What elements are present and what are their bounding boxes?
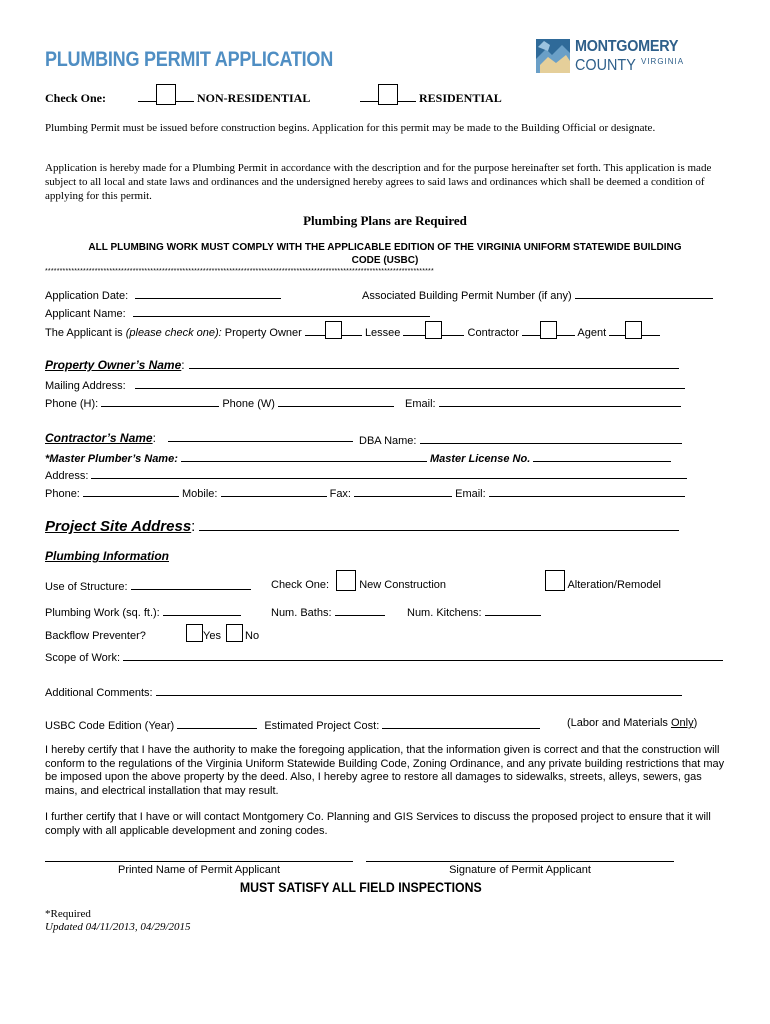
agent-label: Agent	[577, 327, 607, 339]
agent-checkbox[interactable]	[625, 321, 642, 339]
county-map-icon	[536, 39, 570, 73]
num-baths-field[interactable]	[335, 604, 385, 616]
logo-text-county: COUNTY	[575, 57, 636, 74]
backflow-no-checkbox[interactable]	[226, 624, 243, 642]
applicant-is-label: The Applicant is	[45, 327, 123, 339]
plans-required-heading: Plumbing Plans are Required	[303, 213, 467, 228]
lessee-label: Lessee	[364, 327, 401, 339]
contractor-phone-label: Phone:	[45, 488, 80, 500]
owner-email-field[interactable]	[439, 395, 681, 407]
usbc-edition-label: USBC Code Edition (Year)	[45, 720, 175, 732]
logo-text-virginia: VIRGINIA	[641, 57, 685, 66]
contractor-address-label: Address:	[45, 470, 89, 482]
num-kitchens-label: Num. Kitchens:	[407, 607, 482, 619]
plumbing-sqft-field[interactable]	[163, 604, 241, 616]
owner-phone-home-label: Phone (H):	[45, 398, 99, 410]
property-owner-checkbox[interactable]	[325, 321, 342, 339]
owner-phone-work-field[interactable]	[278, 395, 394, 407]
comply-line-1: ALL PLUMBING WORK MUST COMPLY WITH THE APPLICABLE EDITION OF THE VIRGINIA UNIFORM STATEWIDE BUILDING	[88, 242, 682, 253]
backflow-no-label: No	[245, 630, 260, 642]
master-license-field[interactable]	[533, 450, 671, 462]
plumbing-sqft-label: Plumbing Work (sq. ft.):	[45, 607, 160, 619]
contractor-heading: Contractor’s Name	[45, 431, 153, 445]
project-site-address-field[interactable]	[199, 517, 679, 531]
backflow-yes-label: Yes	[203, 630, 221, 642]
application-date-label: Application Date:	[45, 290, 129, 302]
master-license-label: Master License No.	[430, 453, 531, 465]
signature-line[interactable]	[366, 861, 674, 862]
required-note: *Required	[45, 908, 91, 920]
application-date-field[interactable]	[135, 287, 281, 299]
contractor-mobile-field[interactable]	[221, 485, 327, 497]
work-type-label: Check One:	[271, 579, 330, 591]
alteration-checkbox[interactable]	[545, 570, 565, 591]
master-plumber-field[interactable]	[181, 450, 427, 462]
property-owner-name-field[interactable]	[189, 357, 679, 369]
cost-note: (Labor and Materials Only)	[567, 717, 698, 729]
scope-of-work-field[interactable]	[123, 649, 723, 661]
estimated-cost-field[interactable]	[382, 717, 540, 729]
scope-of-work-label: Scope of Work:	[45, 652, 120, 664]
dba-name-field[interactable]	[420, 432, 682, 444]
owner-phone-work-label: Phone (W)	[222, 398, 275, 410]
applicant-type-row	[45, 321, 660, 339]
applicant-name-label: Applicant Name:	[45, 308, 126, 320]
lessee-checkbox[interactable]	[425, 321, 442, 339]
comply-line-2: CODE (USBC)	[351, 255, 419, 266]
intro-paragraph-2: Application is hereby made for a Plumbing Permit in accordance with the description and for the purpose hereinafter set forth. This application is made subject to all local and state laws and ordinances and the undersigned hereby agrees to said laws and ordinances which shall be deemed a condition of applying for this permit.	[45, 162, 712, 202]
applicant-name-field[interactable]	[133, 305, 430, 317]
property-owner-heading: Property Owner’s Name	[45, 358, 182, 372]
property-owner-label: Property Owner	[224, 327, 302, 339]
form-title: PLUMBING PERMIT APPLICATION	[45, 48, 334, 71]
non-residential-option	[138, 84, 310, 106]
alteration-label: Alteration/Remodel	[567, 579, 662, 591]
residential-checkbox[interactable]	[378, 84, 398, 105]
additional-comments-label: Additional Comments:	[45, 687, 153, 699]
estimated-cost-label: Estimated Project Cost:	[264, 720, 380, 732]
backflow-yes-checkbox[interactable]	[186, 624, 203, 642]
mailing-address-label: Mailing Address:	[45, 380, 126, 392]
printed-name-line[interactable]	[45, 861, 353, 862]
usbc-edition-field[interactable]	[177, 717, 257, 729]
new-construction-label: New Construction	[359, 579, 447, 591]
check-one-row	[45, 91, 106, 106]
separator-stars: *************************************************************************************************************************************	[45, 268, 434, 275]
owner-phone-home-field[interactable]	[101, 395, 219, 407]
num-kitchens-field[interactable]	[485, 604, 541, 616]
non-residential-checkbox[interactable]	[156, 84, 176, 105]
project-site-heading: Project Site Address	[45, 518, 192, 535]
contractor-fax-field[interactable]	[354, 485, 452, 497]
printed-name-caption: Printed Name of Permit Applicant	[117, 864, 281, 876]
use-of-structure-field[interactable]	[131, 578, 251, 590]
backflow-preventer-label: Backflow Preventer?	[45, 630, 146, 642]
certify-paragraph-1: I hereby certify that I have the authority to make the foregoing application, that the information given is correct and that the construction will conform to the regulations of the Virginia Uniform Statewide Building Code, Zoning Ordinance, and any private building restrictions that may be imposed upon the above property by the deed. Also, I hereby agree to restore all damages to sidewalks, streets, alleys, sewers, gas mains, and electrical installation that may result.	[45, 744, 725, 797]
county-logo	[536, 38, 686, 78]
contractor-email-field[interactable]	[489, 485, 685, 497]
new-construction-checkbox[interactable]	[336, 570, 356, 591]
owner-email-label: Email:	[405, 398, 436, 410]
plumbing-information-heading: Plumbing Information	[45, 549, 169, 563]
inspections-notice: MUST SATISFY ALL FIELD INSPECTIONS	[239, 879, 482, 895]
logo-text-montgomery: MONTGOMERY	[575, 38, 679, 55]
non-residential-label: NON-RESIDENTIAL	[197, 91, 311, 105]
check-one-label: Check One:	[45, 91, 106, 105]
updated-note: Updated 04/11/2013, 04/29/2015	[45, 921, 191, 933]
contractor-name-field[interactable]	[168, 430, 353, 442]
contractor-email-label: Email:	[455, 488, 486, 500]
residential-option	[360, 84, 502, 106]
contractor-checkbox[interactable]	[540, 321, 557, 339]
use-of-structure-label: Use of Structure:	[45, 581, 128, 593]
num-baths-label: Num. Baths:	[271, 607, 332, 619]
building-permit-number-field[interactable]	[575, 287, 713, 299]
applicant-is-hint: (please check one):	[125, 327, 222, 339]
certify-paragraph-2: I further certify that I have or will contact Montgomery Co. Planning and GIS Services to discuss the proposed project to ensure that it will comply with all applicable development and zoning codes.	[45, 811, 711, 837]
contractor-address-field[interactable]	[91, 467, 687, 479]
residential-label: RESIDENTIAL	[419, 91, 502, 105]
signature-caption: Signature of Permit Applicant	[449, 864, 591, 876]
master-plumber-label: *Master Plumber’s Name:	[45, 453, 178, 465]
additional-comments-field[interactable]	[156, 684, 682, 696]
mailing-address-field[interactable]	[135, 377, 685, 389]
contractor-fax-label: Fax:	[329, 488, 351, 500]
dba-name-label: DBA Name:	[359, 435, 417, 447]
contractor-mobile-label: Mobile:	[182, 488, 218, 500]
contractor-phone-field[interactable]	[83, 485, 179, 497]
building-permit-number-label: Associated Building Permit Number (if any)	[362, 290, 572, 302]
intro-paragraph-1: Plumbing Permit must be issued before construction begins. Application for this permit may be made to the Building Official or designate.	[45, 122, 656, 134]
contractor-label: Contractor	[467, 327, 519, 339]
